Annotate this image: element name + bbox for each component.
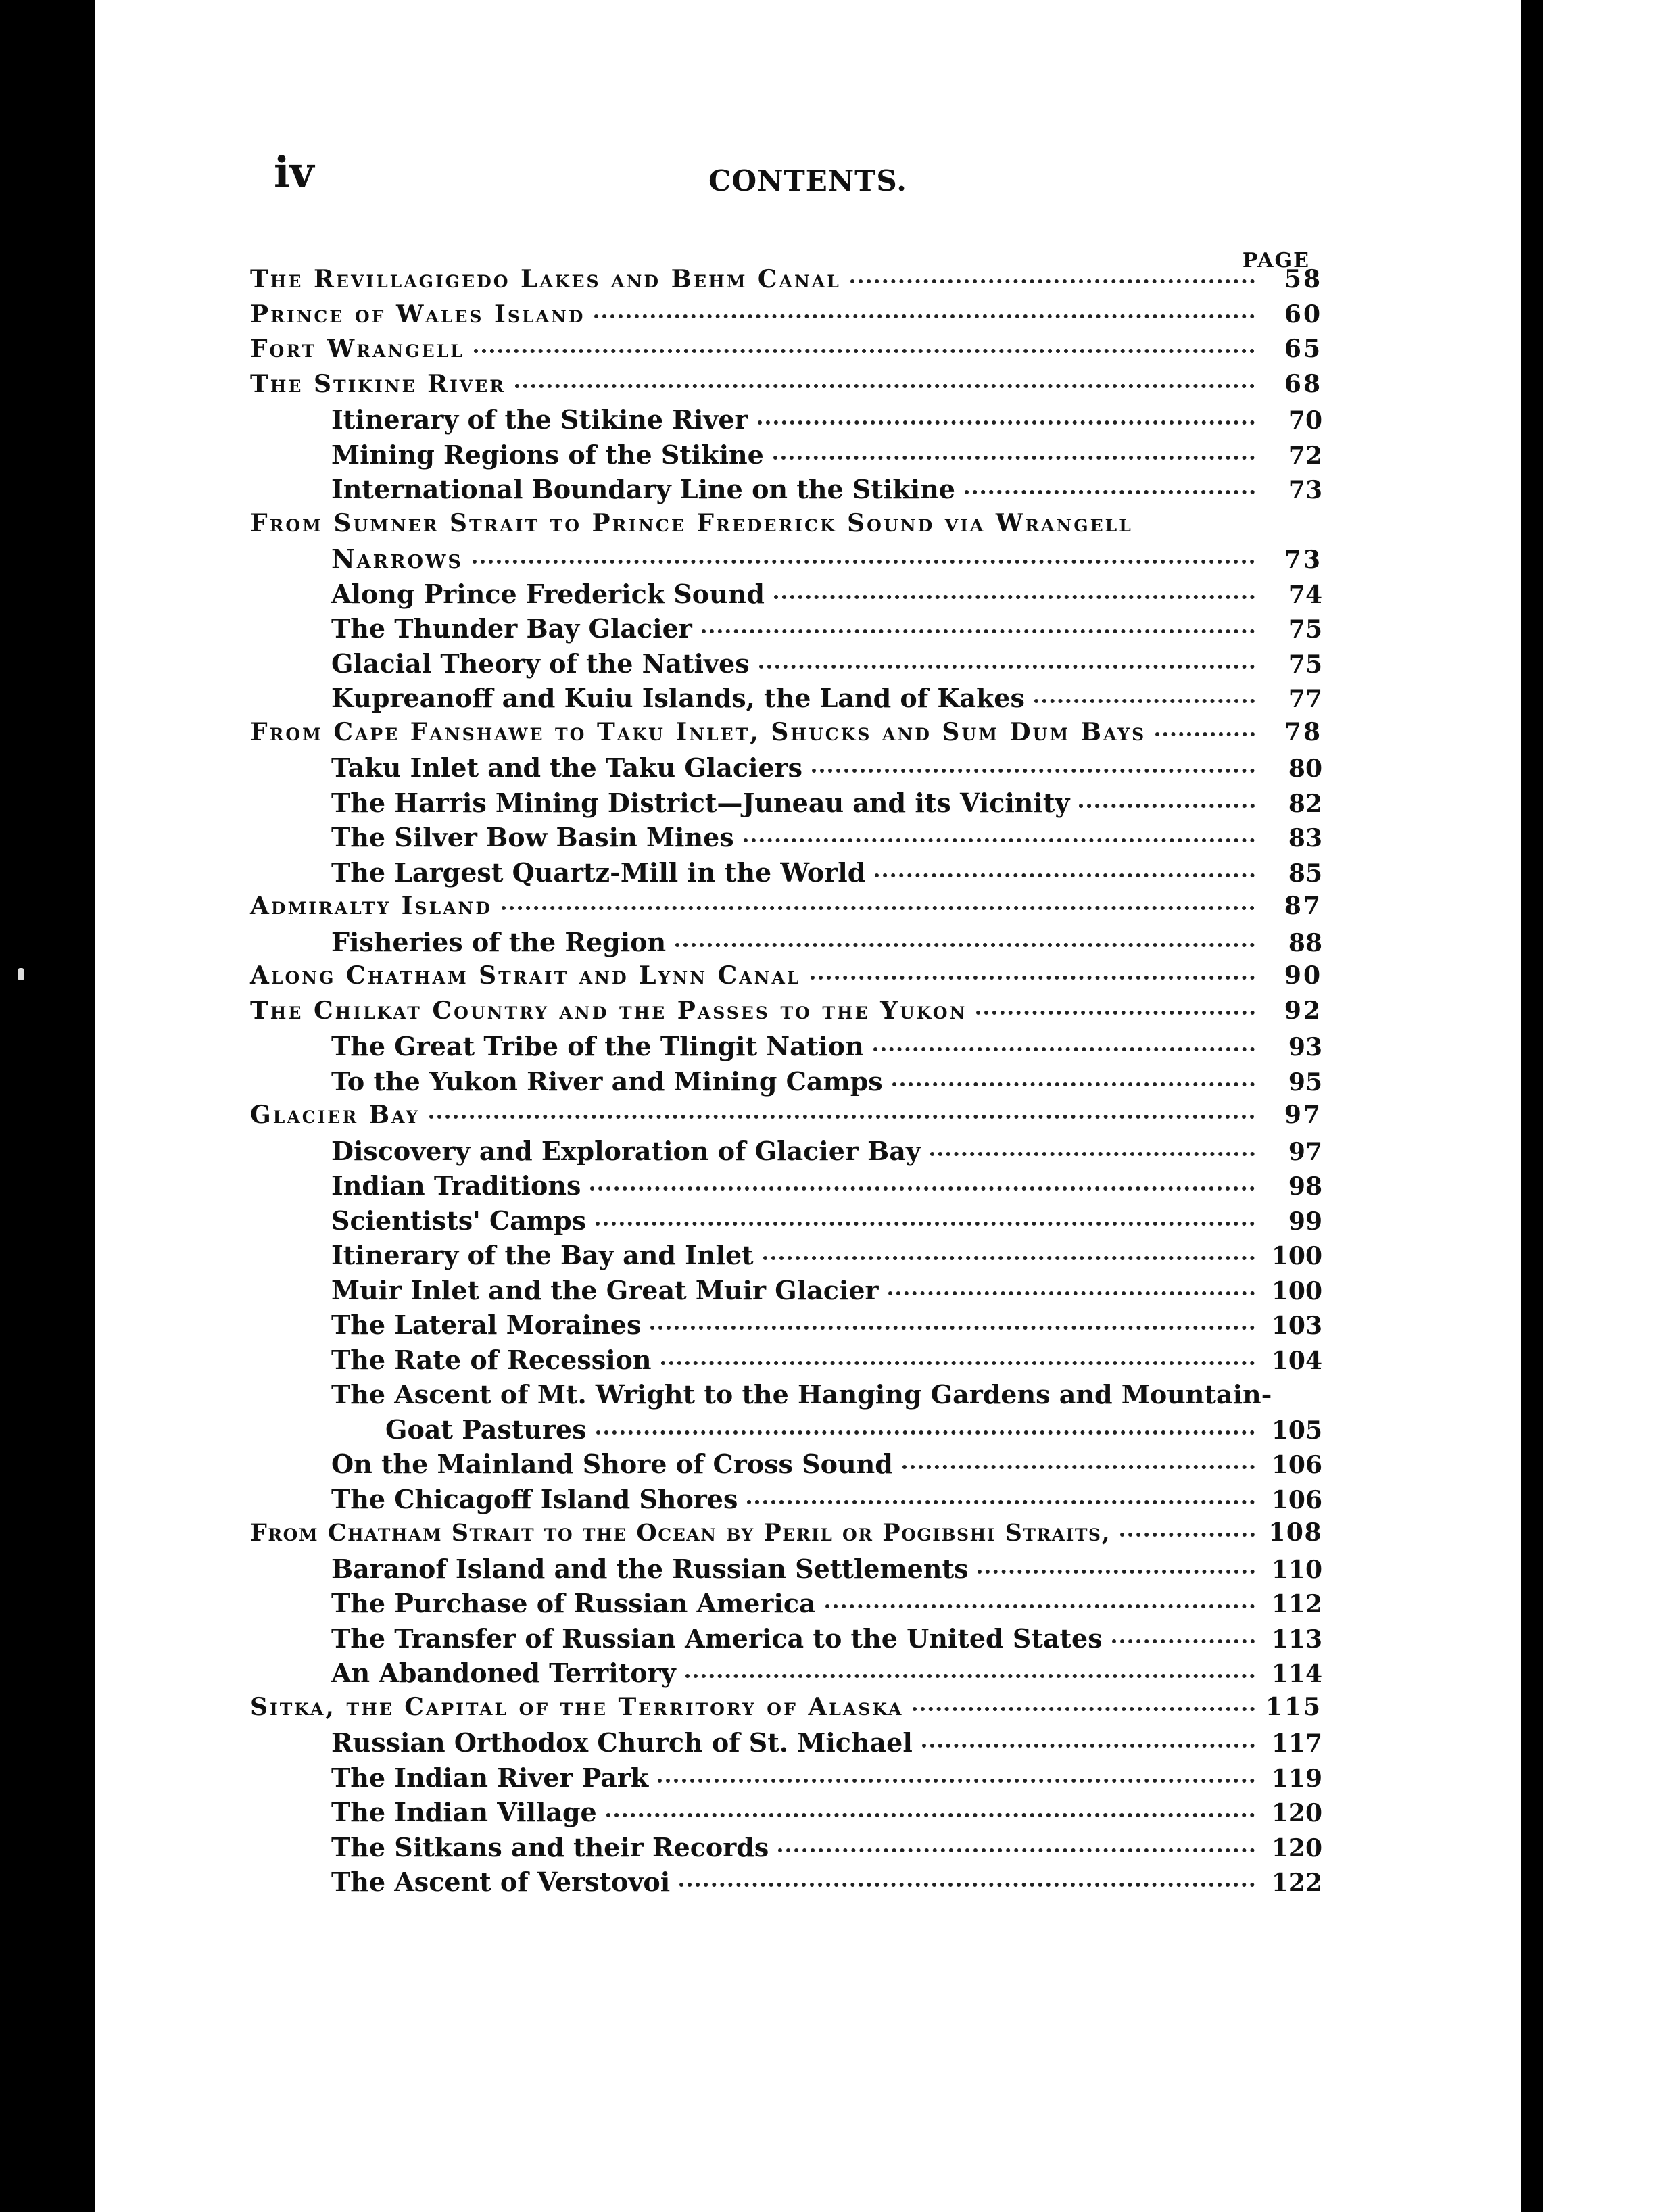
toc-entry-title: From Sumner Strait to Prince Frederick Sound via Wrangell — [250, 508, 1133, 537]
toc-entry-page: 80 — [1288, 754, 1322, 783]
toc-entry-title: The Transfer of Russian America to the United States — [331, 1622, 1103, 1654]
toc-entry — [250, 509, 1322, 544]
dot-leader — [850, 279, 1255, 283]
toc-entry — [250, 370, 1322, 405]
dot-leader — [702, 629, 1255, 633]
toc-entry — [250, 788, 1322, 823]
page-column-label: PAGE — [1242, 249, 1310, 272]
dot-leader — [429, 1115, 1255, 1119]
dot-leader — [976, 1011, 1255, 1015]
facing-page-edge — [1543, 0, 1663, 2212]
toc-entry-title: Baranof Island and the Russian Settlements — [331, 1553, 969, 1584]
toc-entry-title: An Abandoned Territory — [331, 1658, 676, 1688]
toc-entry — [250, 1693, 1322, 1728]
toc-entry-page: 122 — [1271, 1869, 1322, 1897]
dot-leader — [679, 1883, 1255, 1887]
toc-entry-title: Sitka, the Capital of the Territory of Alaska — [250, 1692, 904, 1721]
toc-entry-page: 105 — [1271, 1416, 1322, 1445]
toc-entry-title: Discovery and Exploration of Glacier Bay — [331, 1135, 921, 1166]
toc-entry — [250, 579, 1322, 614]
toc-entry-title: Taku Inlet and the Taku Glaciers — [331, 752, 803, 783]
toc-entry-title: Itinerary of the Stikine River — [331, 404, 748, 435]
toc-entry-title: Goat Pastures — [385, 1414, 587, 1445]
toc-entry-page: 115 — [1265, 1692, 1322, 1721]
toc-entry-title: The Great Tribe of the Tlingit Nation — [331, 1031, 864, 1061]
toc-entry — [250, 1414, 1322, 1449]
dot-leader — [474, 349, 1255, 353]
toc-entry — [250, 1832, 1322, 1867]
toc-entry-title: Glacial Theory of the Natives — [331, 648, 750, 679]
dot-leader — [978, 1570, 1255, 1574]
toc-entry — [250, 1345, 1322, 1380]
toc-entry-title: International Boundary Line on the Stikine — [331, 474, 955, 504]
dot-leader — [758, 420, 1255, 425]
dot-leader — [596, 1430, 1255, 1435]
toc-entry — [250, 961, 1322, 996]
toc-entry-page: 97 — [1284, 1101, 1322, 1129]
toc-entry — [250, 265, 1322, 300]
toc-entry-page: 68 — [1284, 369, 1322, 398]
toc-entry — [250, 857, 1322, 892]
toc-entry — [250, 613, 1322, 648]
dot-leader — [774, 595, 1255, 599]
toc-entry-title: The Purchase of Russian America — [331, 1588, 816, 1618]
toc-entry-title: From Cape Fanshawe to Taku Inlet, Shucks and Sum Dum Bays — [250, 717, 1147, 746]
dot-leader — [773, 456, 1255, 460]
dot-leader — [930, 1152, 1255, 1156]
toc-entry-title: From Chatham Strait to the Ocean by Peril or Pogibshi Straits, — [250, 1519, 1111, 1547]
toc-entry-title: The Stikine River — [250, 369, 506, 398]
toc-entry-title: The Lateral Moraines — [331, 1309, 642, 1340]
toc-entry — [250, 927, 1322, 962]
toc-entry-title: Scientists' Camps — [331, 1205, 587, 1236]
scan-speck — [18, 968, 24, 980]
toc-entry-title: Narrows — [331, 544, 463, 574]
dot-leader — [1112, 1639, 1255, 1643]
toc-entry — [250, 439, 1322, 475]
toc-entry — [250, 1727, 1322, 1762]
toc-entry — [250, 1797, 1322, 1832]
toc-entry-page: 87 — [1284, 892, 1322, 920]
toc-entry-page: 85 — [1288, 859, 1322, 888]
dot-leader — [811, 976, 1255, 980]
toc-entry — [250, 1205, 1322, 1241]
toc-entry-page: 120 — [1271, 1833, 1322, 1862]
toc-entry — [250, 892, 1322, 927]
toc-entry-title: The Silver Bow Basin Mines — [331, 822, 734, 852]
toc-entry-page: 74 — [1288, 580, 1322, 609]
toc-entry — [250, 718, 1322, 753]
dot-leader — [902, 1465, 1255, 1469]
dot-leader — [763, 1256, 1255, 1260]
toc-entry-title: Mining Regions of the Stikine — [331, 439, 764, 470]
toc-entry-title: The Ascent of Verstovoi — [331, 1867, 671, 1897]
toc-entry — [250, 1275, 1322, 1310]
toc-entry-title: Fisheries of the Region — [331, 926, 667, 957]
dot-leader — [778, 1848, 1255, 1852]
toc-entry — [250, 1031, 1322, 1066]
table-of-contents — [250, 265, 1322, 1902]
toc-entry-title: The Harris Mining District—Juneau and its Vicinity — [331, 787, 1070, 818]
toc-entry-title: Kupreanoff and Kuiu Islands, the Land of Kakes — [331, 683, 1025, 713]
dot-leader — [515, 384, 1255, 388]
dot-leader — [812, 769, 1255, 773]
toc-entry-page: 73 — [1288, 476, 1322, 504]
dot-leader — [606, 1813, 1255, 1817]
toc-entry-title: The Rate of Recession — [331, 1344, 652, 1375]
dot-leader — [913, 1707, 1255, 1711]
toc-entry — [250, 544, 1322, 579]
toc-entry — [250, 648, 1322, 683]
toc-entry — [250, 404, 1322, 439]
toc-entry — [250, 1136, 1322, 1171]
toc-entry — [250, 1518, 1322, 1554]
gutter-mark — [1526, 1560, 1531, 1572]
dot-leader — [825, 1604, 1255, 1608]
dot-leader — [965, 490, 1255, 494]
toc-entry-page: 117 — [1271, 1729, 1322, 1758]
toc-entry-page: 108 — [1268, 1518, 1322, 1547]
toc-entry — [250, 1379, 1322, 1414]
toc-entry-title: Admiralty Island — [250, 892, 493, 920]
toc-entry-page: 110 — [1271, 1555, 1322, 1584]
toc-entry-page: 70 — [1288, 406, 1322, 435]
dot-leader — [650, 1326, 1255, 1330]
toc-entry-title: The Indian River Park — [331, 1762, 649, 1793]
toc-entry — [250, 1240, 1322, 1275]
toc-entry — [250, 300, 1322, 335]
dot-leader — [473, 560, 1255, 564]
toc-entry — [250, 1309, 1322, 1345]
dot-leader — [1120, 1533, 1255, 1537]
toc-entry-title: The Sitkans and their Records — [331, 1831, 769, 1862]
dot-leader — [1155, 732, 1255, 736]
dot-leader — [759, 665, 1255, 669]
toc-entry-page: 77 — [1288, 685, 1322, 713]
toc-entry-title: The Indian Village — [331, 1797, 597, 1827]
toc-entry-title: The Revillagigedo Lakes and Behm Canal — [250, 265, 841, 293]
toc-entry-page: 99 — [1288, 1207, 1322, 1236]
toc-entry-title: The Chilkat Country and the Passes to the Yukon — [250, 996, 967, 1025]
toc-entry-page: 78 — [1284, 717, 1322, 746]
toc-entry-page: 106 — [1271, 1451, 1322, 1479]
toc-entry — [250, 1449, 1322, 1484]
toc-entry — [250, 1554, 1322, 1589]
toc-entry — [250, 335, 1322, 370]
dot-leader — [594, 314, 1255, 318]
toc-entry-title: Russian Orthodox Church of St. Michael — [331, 1727, 913, 1758]
toc-entry-title: The Thunder Bay Glacier — [331, 613, 692, 644]
dot-leader — [875, 873, 1255, 877]
toc-entry — [250, 683, 1322, 718]
toc-entry — [250, 1762, 1322, 1798]
toc-entry-page: 88 — [1288, 928, 1322, 957]
toc-entry-page: 92 — [1284, 996, 1322, 1025]
dot-leader — [892, 1082, 1255, 1086]
dot-leader — [747, 1500, 1255, 1504]
toc-entry-title: The Chicagoff Island Shores — [331, 1483, 738, 1514]
toc-entry-title: Muir Inlet and the Great Muir Glacier — [331, 1274, 879, 1305]
toc-entry-page: 75 — [1288, 615, 1322, 644]
toc-entry — [250, 822, 1322, 857]
toc-entry-page: 100 — [1271, 1276, 1322, 1305]
dot-leader — [502, 906, 1255, 910]
toc-entry — [250, 1658, 1322, 1693]
toc-entry-page: 100 — [1271, 1242, 1322, 1270]
toc-entry-title: The Largest Quartz-Mill in the World — [331, 857, 866, 888]
toc-entry-title: Indian Traditions — [331, 1170, 581, 1201]
toc-entry — [250, 1588, 1322, 1623]
toc-entry-title: Itinerary of the Bay and Inlet — [331, 1240, 754, 1270]
toc-entry — [250, 1623, 1322, 1658]
toc-entry-page: 103 — [1271, 1312, 1322, 1340]
toc-entry — [250, 1170, 1322, 1205]
toc-entry-title: Glacier Bay — [250, 1101, 420, 1129]
dot-leader — [590, 1186, 1255, 1191]
dot-leader — [661, 1361, 1255, 1365]
dot-leader — [685, 1674, 1255, 1678]
toc-entry — [250, 1867, 1322, 1902]
toc-entry — [250, 1066, 1322, 1101]
dot-leader — [1079, 804, 1255, 808]
dot-leader — [1034, 699, 1255, 703]
toc-entry-title: Along Chatham Strait and Lynn Canal — [250, 961, 801, 990]
toc-entry-title: Prince of Wales Island — [250, 299, 585, 329]
toc-entry-page: 113 — [1271, 1625, 1322, 1654]
toc-entry-page: 104 — [1271, 1346, 1322, 1375]
toc-entry-title: Fort Wrangell — [250, 335, 464, 363]
toc-entry-page: 58 — [1284, 265, 1322, 293]
page-folio: iv — [274, 147, 314, 197]
toc-entry — [250, 1101, 1322, 1136]
toc-entry-page: 83 — [1288, 824, 1322, 852]
toc-entry-page: 97 — [1288, 1137, 1322, 1166]
toc-entry-title: On the Mainland Shore of Cross Sound — [331, 1449, 893, 1479]
toc-entry — [250, 996, 1322, 1032]
toc-entry-page: 120 — [1271, 1799, 1322, 1827]
toc-entry — [250, 474, 1322, 509]
dot-leader — [675, 943, 1255, 947]
dot-leader — [873, 1047, 1255, 1051]
toc-entry — [250, 1484, 1322, 1519]
toc-entry-page: 119 — [1271, 1764, 1322, 1793]
toc-entry-page: 60 — [1284, 299, 1322, 329]
toc-entry — [250, 752, 1322, 788]
toc-entry-page: 65 — [1284, 335, 1322, 363]
toc-entry-page: 93 — [1288, 1033, 1322, 1061]
toc-entry-title: The Ascent of Mt. Wright to the Hanging Gardens and Mountain- — [331, 1379, 1272, 1410]
toc-entry-page: 98 — [1288, 1172, 1322, 1201]
dot-leader — [596, 1222, 1255, 1226]
toc-entry-page: 75 — [1288, 650, 1322, 679]
toc-entry-title: Along Prince Frederick Sound — [331, 578, 765, 609]
running-title: CONTENTS. — [708, 164, 907, 197]
toc-entry-title: To the Yukon River and Mining Camps — [331, 1065, 883, 1097]
dot-leader — [888, 1291, 1255, 1295]
gutter-mark — [1526, 223, 1531, 235]
toc-entry-page: 73 — [1284, 546, 1322, 574]
dot-leader — [744, 838, 1255, 842]
toc-entry-page: 90 — [1284, 961, 1322, 990]
dot-leader — [922, 1744, 1255, 1748]
dot-leader — [658, 1779, 1255, 1783]
toc-entry-page: 112 — [1271, 1590, 1322, 1618]
toc-entry-page: 95 — [1288, 1067, 1322, 1097]
toc-entry-page: 72 — [1288, 441, 1322, 470]
toc-entry-page: 82 — [1288, 789, 1322, 818]
toc-entry-page: 106 — [1271, 1485, 1322, 1514]
toc-entry-page: 114 — [1271, 1660, 1322, 1688]
